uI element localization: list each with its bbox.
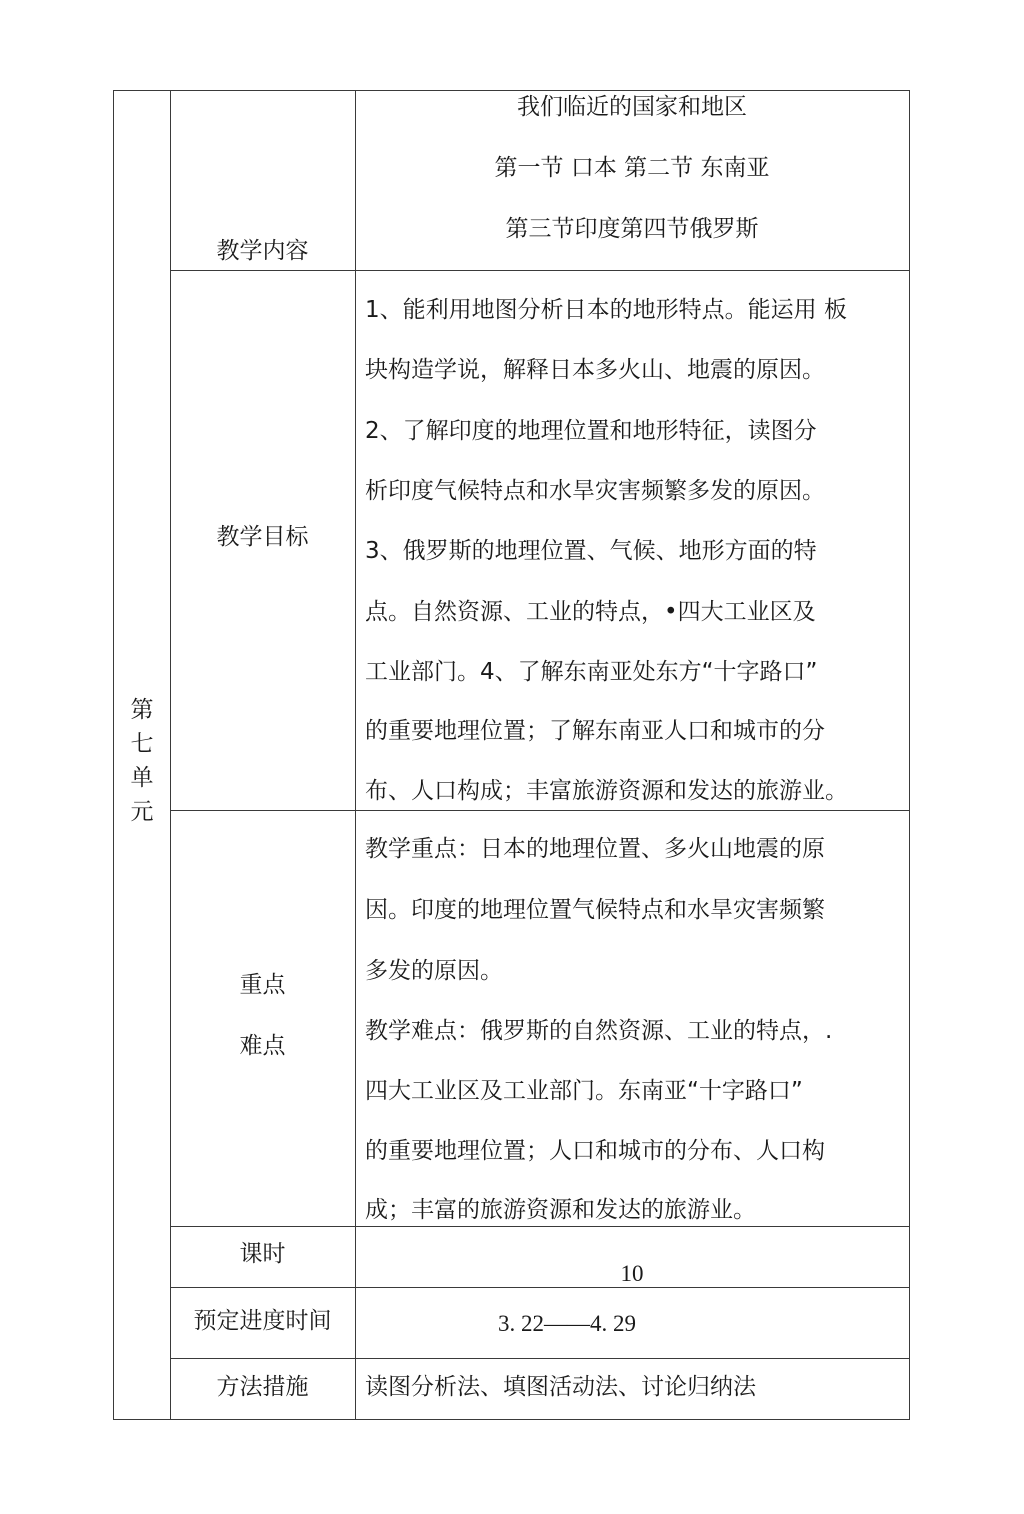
goals-line: 1、能利用地图分析日本的地形特点。能运用 板	[365, 297, 847, 323]
table-border-top	[113, 90, 910, 91]
table-divider-label	[355, 90, 356, 1420]
goals-line: 块构造学说，解释日本多火山、地震的原因。	[365, 357, 825, 383]
key-label-2: 难点	[239, 1033, 286, 1059]
hours-value: 10	[620, 1261, 644, 1286]
methods-label: 方法措施	[216, 1374, 309, 1400]
row-divider-goals	[170, 810, 910, 811]
goals-line: 点。自然资源、工业的特点，•四大工业区及	[365, 599, 816, 625]
key-label-1: 重点	[239, 972, 286, 998]
table-border-right	[909, 90, 910, 1420]
key-line: 多发的原因。	[365, 958, 503, 984]
goals-line: 布、人口构成；丰富旅游资源和发达的旅游业。	[365, 778, 848, 804]
row-divider-content	[170, 270, 910, 271]
goals-line: 的重要地理位置；了解东南亚人口和城市的分	[365, 718, 825, 744]
goals-label: 教学目标	[216, 524, 309, 550]
unit-label-char: 元	[130, 799, 154, 825]
methods-value: 读图分析法、填图活动法、讨论归纳法	[365, 1374, 756, 1400]
hours-label: 课时	[239, 1241, 286, 1267]
goals-line: 析印度气候特点和水旱灾害频繁多发的原因。	[365, 478, 825, 504]
row-divider-key	[170, 1226, 910, 1227]
content-line: 第一节 口本 第二节 东南亚	[494, 155, 770, 181]
content-label: 教学内容	[216, 238, 309, 264]
key-line: 教学难点：俄罗斯的自然资源、工业的特点，.	[365, 1018, 833, 1044]
key-line: 因。印度的地理位置气候特点和水旱灾害频繁	[365, 897, 825, 923]
key-line: 四大工业区及工业部门。东南亚“十字路口”	[365, 1078, 803, 1104]
schedule-label: 预定进度时间	[193, 1308, 332, 1334]
unit-label-char: 单	[130, 765, 154, 791]
goals-line: 3、俄罗斯的地理位置、气候、地形方面的特	[365, 538, 817, 564]
key-line: 教学重点：日本的地理位置、多火山地震的原	[365, 836, 825, 862]
key-line: 的重要地理位置；人口和城市的分布、人口构	[365, 1138, 825, 1164]
goals-line: 2、了解印度的地理位置和地形特征，读图分	[365, 418, 817, 444]
key-line: 成；丰富的旅游资源和发达的旅游业。	[365, 1197, 756, 1223]
row-divider-hours	[170, 1287, 910, 1288]
goals-line: 工业部门。4、了解东南亚处东方“十字路口”	[365, 659, 818, 685]
content-line: 我们临近的国家和地区	[517, 94, 747, 120]
unit-label	[113, 693, 171, 829]
unit-label-char: 七	[130, 731, 154, 757]
row-divider-schedule	[170, 1358, 910, 1359]
unit-label-char: 第	[130, 697, 154, 723]
schedule-value: 3. 22——4. 29	[498, 1311, 636, 1336]
content-line: 第三节印度第四节俄罗斯	[505, 216, 759, 242]
table-border-bottom	[113, 1419, 910, 1420]
